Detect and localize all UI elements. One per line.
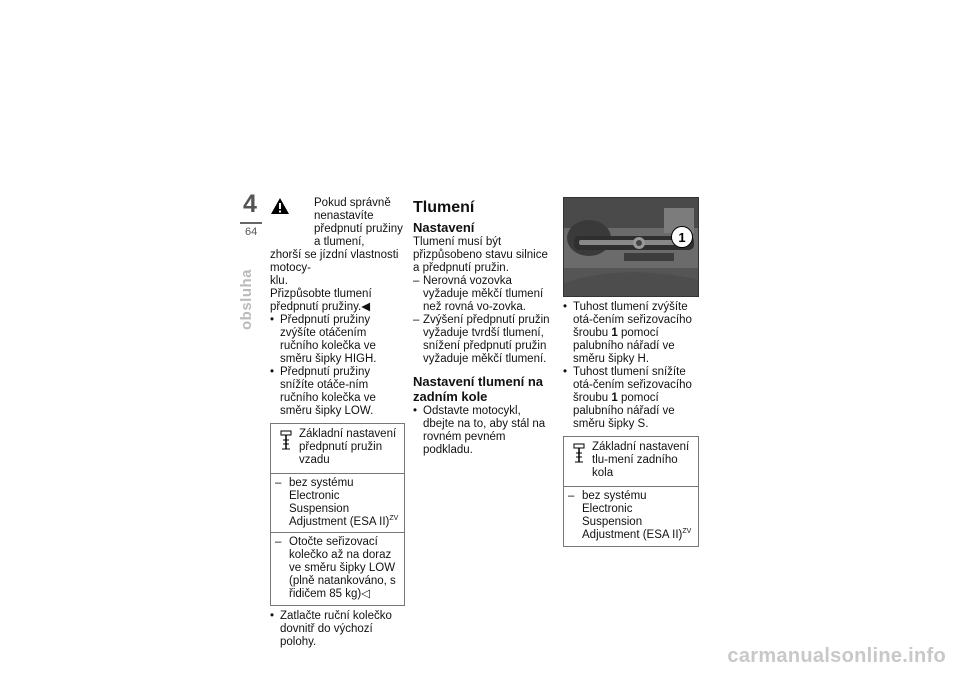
end-mark: ◀ [361, 301, 371, 313]
final-bullet [270, 610, 405, 649]
section-title: Tlumení [413, 199, 475, 216]
callout-1: 1 [671, 226, 693, 248]
wrench-setting-icon [279, 430, 293, 452]
list-item: • Zatlačte ruční kolečko dovnitř do výchozí polohy. [270, 610, 405, 649]
box-body [271, 474, 404, 605]
box-header [271, 424, 404, 474]
box-list [275, 477, 400, 529]
intro-text: Tlumení musí být přizpůsobeno stavu silnice a předpnutí pružin. [413, 236, 548, 274]
section-label: obsluha [238, 268, 255, 330]
list-item: – Nerovná vozovka vyžaduje měkčí tlumení než rovná vo-zovka. [413, 275, 551, 314]
warning-text-head: Pokud správně nenastavíte předpnutí pružiny a tlumení, [314, 197, 403, 248]
watermark: carmanualsonline.info [727, 645, 946, 667]
page-number: 64 [245, 226, 258, 238]
chapter-divider [240, 222, 262, 224]
warning-triangle-icon [270, 197, 290, 215]
spring-bullets [270, 314, 405, 418]
advice-text: Přizpůsobte tlumení předpnutí pružiny.◀ [270, 288, 372, 313]
list-item: • Předpnutí pružiny zvýšíte otáčením ručního kolečka ve směru šipky HIGH. [270, 314, 405, 366]
column-2 [413, 197, 551, 457]
warning-block [270, 197, 405, 249]
basic-setting-box [270, 423, 405, 606]
warning-text-tail: zhorší se jízdní vlastnosti motocy- klu. [270, 249, 399, 287]
list-item: • Tuhost tlumení zvýšíte otá-čením seřizovacího šroubu 1 pomocí palubního nářadí ve směru šipky H. [563, 301, 699, 366]
box-list [275, 536, 400, 601]
list-item: – Zvýšení předpnutí pružin vyžaduje tvrdší tlumení, snížení předpnutí pružin vyžaduje měkčí tlumení. [413, 314, 551, 366]
box-divider [271, 532, 404, 533]
box-title: Základní nastavení předpnutí pružin vzadu [299, 428, 397, 466]
subsection-title-rear: Nastavení tlumení na zadním kole [413, 374, 544, 404]
list-item: • Odstavte motocykl, dbejte na to, aby stál na rovném pevném podkladu. [413, 405, 551, 457]
column-1 [270, 197, 405, 649]
basic-damping-box [563, 436, 699, 547]
box-header [564, 437, 698, 487]
list-item: – bez systému Electronic Suspension Adjustment (ESA II)$^{ZV}$ [275, 477, 400, 529]
box-list [568, 490, 694, 542]
wrench-setting-icon [572, 443, 586, 465]
adjust-bullets [563, 301, 699, 431]
box-body [564, 487, 698, 546]
list-item: – bez systému Electronic Suspension Adjustment (ESA II)$^{ZV}$ [568, 490, 694, 542]
rear-shock-photo [563, 197, 699, 297]
rear-bullets [413, 405, 551, 457]
list-item: • Tuhost tlumení snížíte otá-čením seřizovacího šroubu 1 pomocí palubního nářadí ve směru šipky S. [563, 366, 699, 431]
list-item: • Předpnutí pružiny snížíte otáče-ním ručního kolečka ve směru šipky LOW. [270, 366, 405, 418]
subsection-title: Nastavení [413, 220, 475, 235]
list-item: – Otočte seřizovací kolečko až na doraz ve směru šipky LOW (plně natankováno, s řidičem 85 kg)◁ [275, 536, 400, 601]
damping-dashes [413, 275, 551, 366]
chapter-number: 4 [243, 190, 257, 218]
column-3 [563, 197, 699, 547]
box-title: Základní nastavení tlu-mení zadního kola [592, 441, 690, 479]
